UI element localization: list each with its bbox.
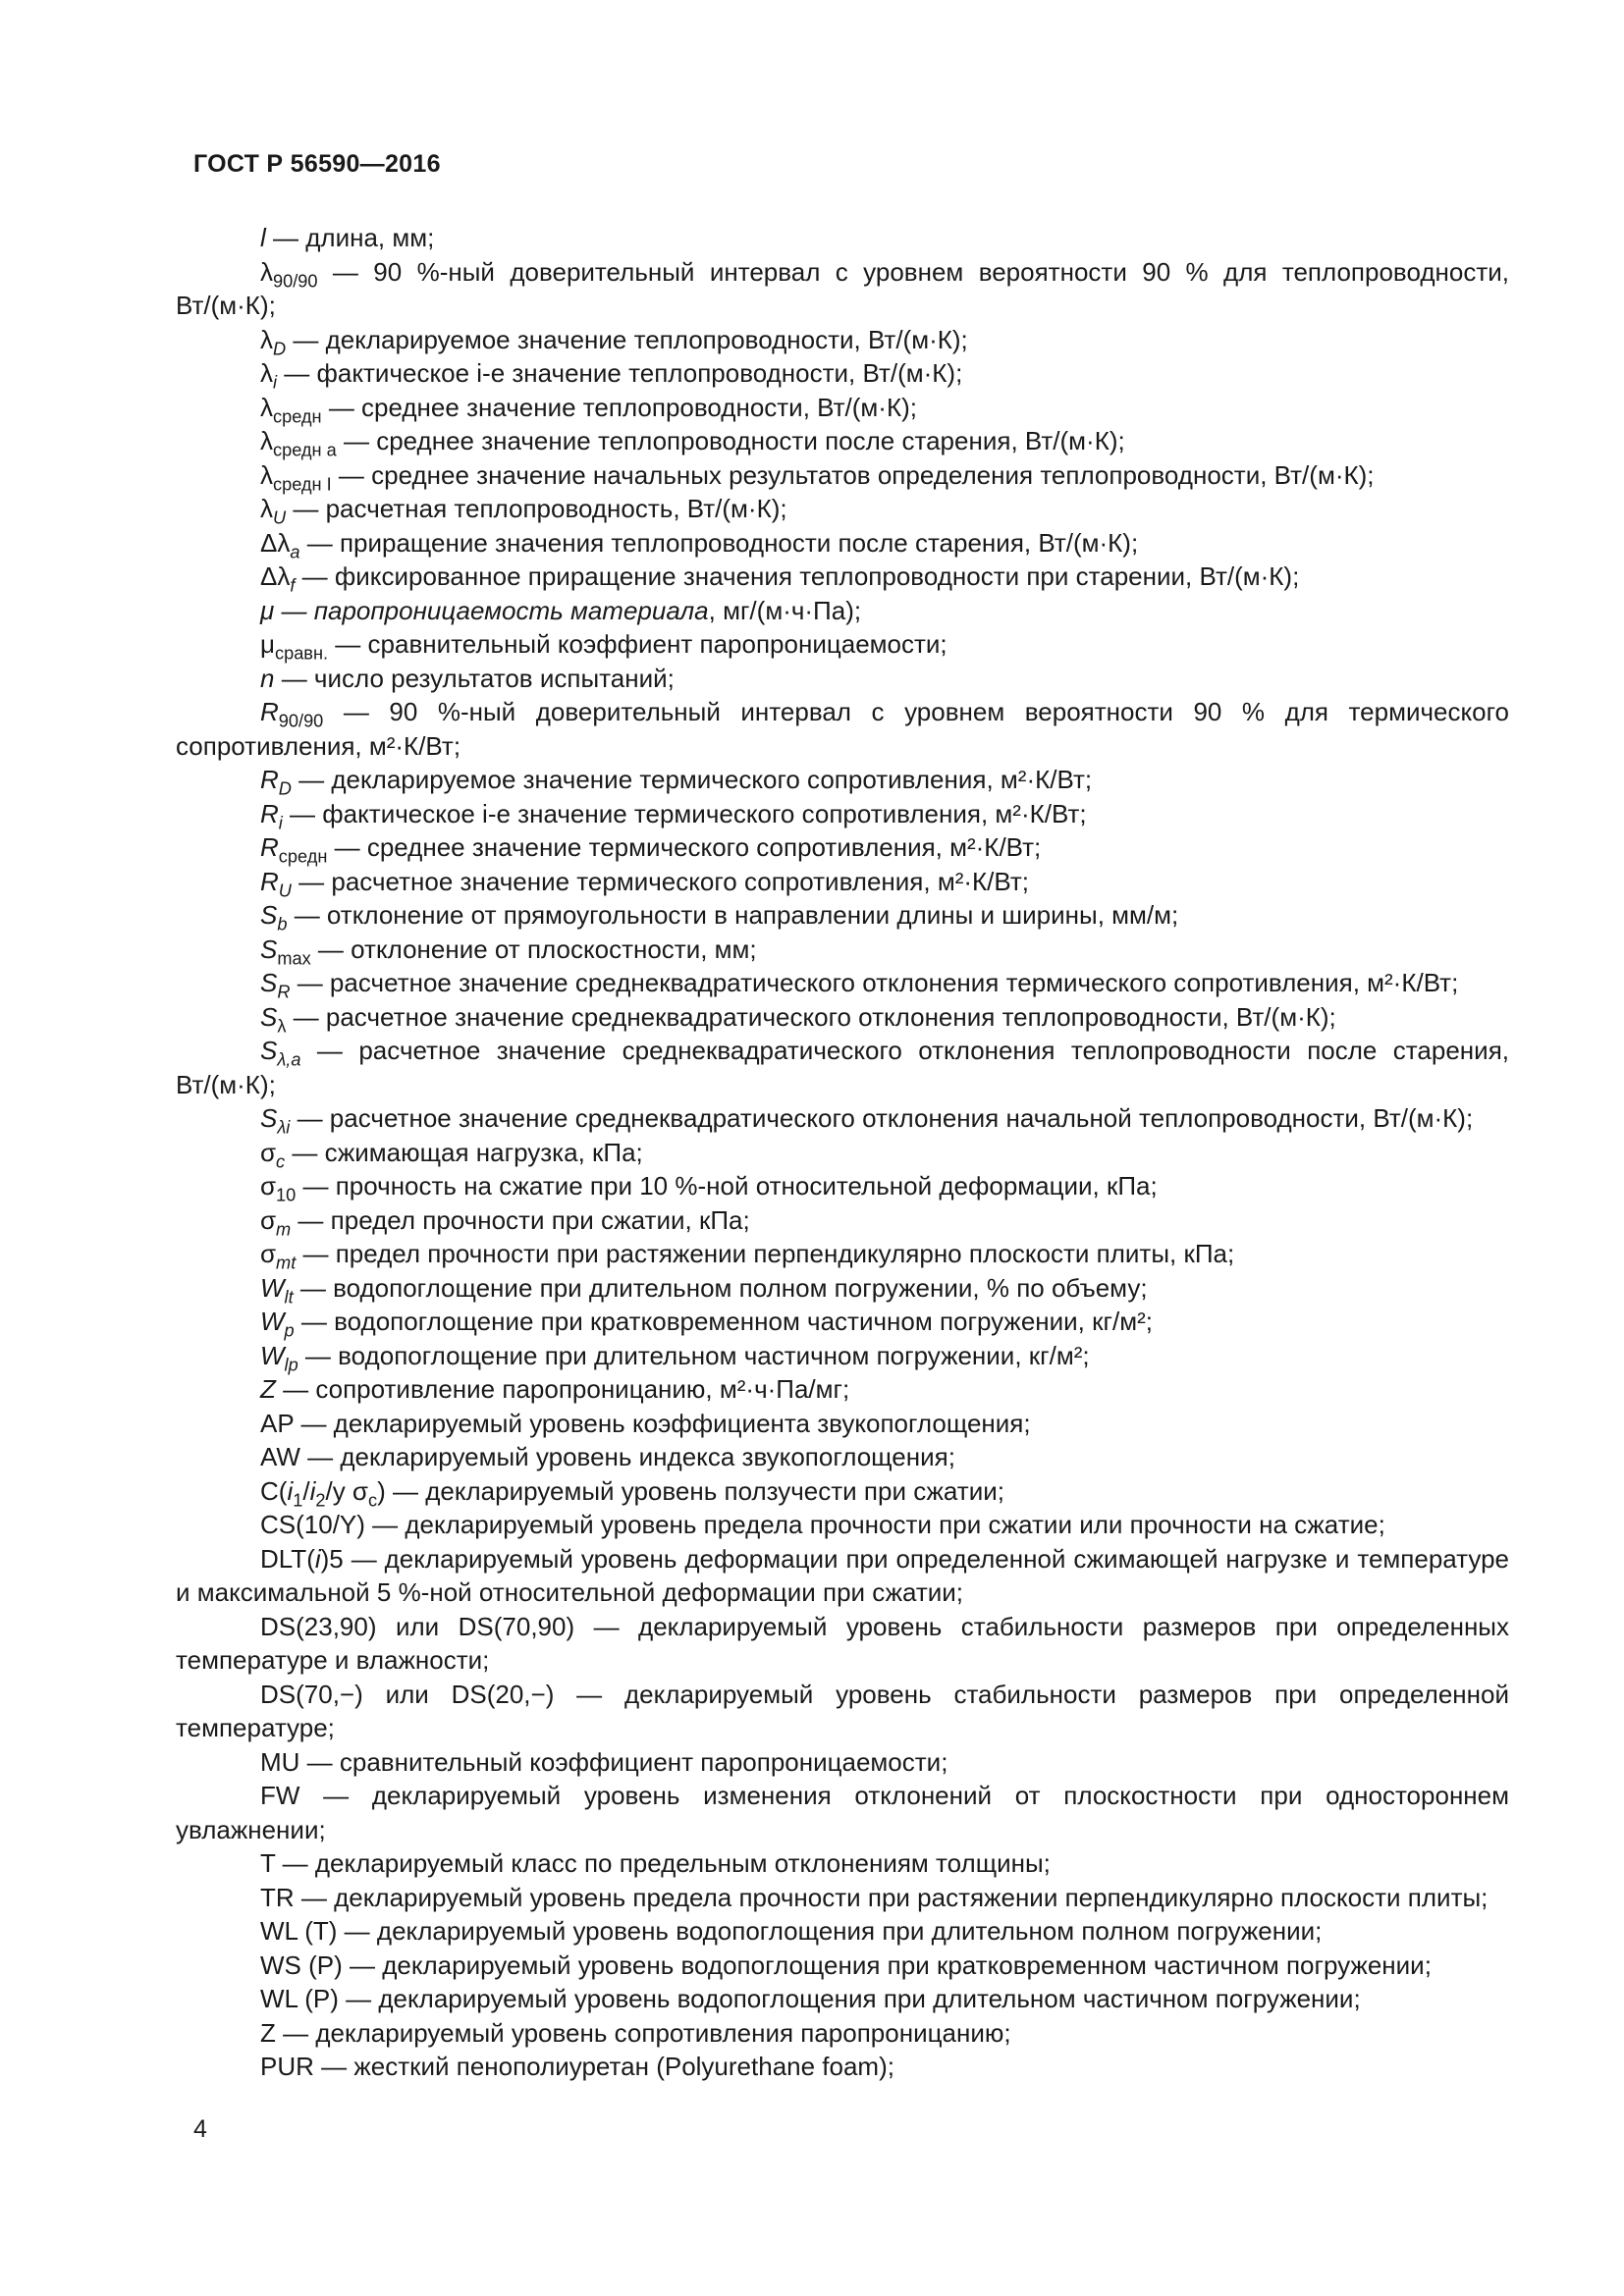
symbol-part: max: [277, 947, 311, 968]
definition-symbol: [260, 1340, 298, 1374]
definition-entry: [176, 594, 1509, 628]
definition-entry: [176, 1745, 1509, 1780]
definition-entry: [176, 1407, 1509, 1441]
page-number: 4: [193, 2115, 207, 2143]
symbol-part: σ: [260, 1204, 277, 1235]
definition-symbol: [260, 1544, 344, 1574]
symbol-part: 10: [276, 1185, 297, 1205]
definition-entry: [176, 1237, 1509, 1271]
definition-entry: [176, 391, 1509, 425]
definition-entry: [176, 1846, 1509, 1881]
definition-symbol: [260, 1204, 292, 1239]
definition-symbol: [260, 256, 318, 291]
symbol-part: средн: [278, 846, 328, 867]
definition-entry: [176, 1474, 1509, 1509]
symbol-part: λ: [260, 256, 273, 287]
definition-text: — фиксированное приращение значения теплопроводности при старении, Вт/(м·К);: [295, 561, 1300, 591]
definition-entry: [176, 898, 1509, 933]
symbol-part: f: [290, 575, 296, 596]
document-header: ГОСТ Р 56590—2016: [193, 150, 441, 178]
symbol-part: R: [260, 866, 279, 896]
definition-text: — 90 %-ный доверительный интервал с уровнем вероятности 90 % для термического сопротивления, м²·К/Вт;: [176, 697, 1509, 761]
symbol-part: средн I: [273, 473, 332, 494]
definition-text: — расчетное значение среднеквадратического отклонения теплопроводности после старения, Вт/(м·К);: [176, 1036, 1509, 1099]
definition-entry: [176, 1779, 1509, 1846]
definition-symbol: [260, 494, 287, 528]
definition-entry: [176, 1982, 1509, 2016]
definition-text: — сопротивление паропроницанию, м²·ч·Па/мг;: [275, 1374, 850, 1404]
definition-entry: [176, 1508, 1509, 1542]
definition-entry: [176, 1610, 1509, 1678]
symbol-part: сравн.: [274, 643, 329, 664]
definition-entry: [176, 830, 1509, 865]
definition-text: — фактическое i-е значение термического сопротивления, м²·К/Вт;: [282, 798, 1087, 828]
symbol-part: Δλ: [260, 561, 291, 591]
symbol-part: 2: [315, 1489, 326, 1510]
definition-symbol: [260, 1137, 286, 1171]
definition-text: WS (P) — декларируемый уровень водопоглощения при кратковременном частичном погружении;: [260, 1949, 1432, 1980]
definition-text: FW — декларируемый уровень изменения отклонений от плоскостности при одностороннем увлажнении;: [176, 1781, 1509, 1844]
definition-text: — расчетное значение термического сопротивления, м²·К/Вт;: [291, 866, 1029, 896]
symbol-part: λ: [260, 358, 273, 388]
definition-entry: [176, 1169, 1509, 1203]
symbol-part: U: [278, 880, 292, 900]
symbol-part: 90/90: [273, 270, 318, 291]
definition-text: — прочность на сжатие при 10 %-ной относительной деформации, кПа;: [296, 1171, 1158, 1201]
definition-symbol: [260, 1036, 301, 1070]
symbol-part: μ — паропроницаемость материала: [260, 595, 709, 625]
symbol-part: λi: [277, 1117, 291, 1138]
definition-entry: [176, 1949, 1509, 1983]
symbol-part: λ,a: [277, 1049, 301, 1070]
definition-text: — среднее значение термического сопротивления, м²·К/Вт;: [327, 832, 1042, 862]
symbol-part: 90/90: [278, 711, 324, 731]
definition-symbol: [260, 1374, 276, 1404]
definitions-list: [176, 221, 1509, 2084]
definition-text: PUR — жесткий пенополиуретан (Polyurethane foam);: [260, 2052, 894, 2081]
definition-entry: [176, 627, 1509, 662]
definition-text: DS(23,90) или DS(70,90) — декларируемый уровень стабильности размеров при определенных температуре и влажности;: [176, 1611, 1509, 1675]
definition-symbol: [260, 1239, 297, 1273]
symbol-part: i: [309, 1475, 316, 1506]
definition-text: — предел прочности при сжатии, кПа;: [291, 1204, 750, 1235]
definition-symbol: [260, 866, 292, 900]
definition-symbol: [260, 1103, 291, 1138]
symbol-part: i: [278, 812, 283, 832]
definition-text: — среднее значение теплопроводности после старения, Вт/(м·К);: [336, 426, 1125, 455]
definition-symbol: [260, 459, 332, 494]
symbol-part: W: [260, 1307, 285, 1336]
definition-text: — декларируемое значение термического сопротивления, м²·К/Вт;: [291, 765, 1093, 794]
symbol-part: Z: [260, 1374, 276, 1404]
definition-entry: [176, 695, 1509, 763]
symbol-part: Δλ: [260, 527, 291, 558]
symbol-part: lp: [284, 1354, 298, 1374]
symbol-part: λ: [260, 459, 273, 490]
symbol-part: W: [260, 1272, 285, 1303]
definition-entry: [176, 1034, 1509, 1101]
definition-text: — сравнительный коэффиент паропроницаемости;: [328, 629, 947, 659]
definition-text: CS(10/Y) — декларируемый уровень предела прочности при сжатии или прочности на сжатие;: [260, 1510, 1385, 1539]
symbol-part: DLT(: [260, 1543, 315, 1574]
symbol-part: λ: [260, 494, 273, 523]
definition-symbol: [260, 324, 287, 358]
definition-text: — декларируемый уровень ползучести при сжатии;: [385, 1475, 1004, 1506]
symbol-part: μ: [260, 629, 275, 659]
definition-text: TR — декларируемый уровень предела прочности при растяжении перпендикулярно плоскости плиты;: [260, 1882, 1489, 1912]
definition-symbol: [260, 968, 291, 1002]
definition-symbol: [260, 900, 288, 934]
definition-entry: [176, 933, 1509, 967]
symbol-part: средн: [273, 405, 322, 426]
definition-entry: [176, 221, 1509, 255]
definition-entry: [176, 255, 1509, 323]
definition-entry: [176, 2016, 1509, 2051]
definition-symbol: [260, 392, 322, 426]
definition-entry: [176, 560, 1509, 594]
symbol-part: ): [377, 1475, 386, 1506]
symbol-part: σ: [260, 1137, 277, 1167]
definition-entry: [176, 763, 1509, 797]
definition-text: — расчетное значение среднеквадратического отклонения теплопроводности, Вт/(м·К);: [286, 1001, 1336, 1032]
symbol-part: /: [302, 1475, 310, 1506]
definition-text: — 90 %-ный доверительный интервал с уровнем вероятности 90 % для теплопроводности, Вт/(м·К);: [176, 256, 1509, 320]
definition-entry: [176, 1881, 1509, 1915]
definition-text: — водопоглощение при длительном частичном погружении, кг/м²;: [298, 1340, 1090, 1370]
symbol-part: λ: [260, 426, 273, 455]
definition-entry: [176, 1542, 1509, 1610]
symbol-part: R: [260, 697, 279, 726]
symbol-part: R: [260, 765, 279, 794]
symbol-part: n: [260, 663, 275, 693]
definition-symbol: [260, 629, 329, 664]
definition-symbol: [260, 527, 300, 561]
definition-text: — число результатов испытаний;: [274, 663, 675, 693]
definition-text: WL (T) — декларируемый уровень водопоглощения при длительном полном погружении;: [260, 1916, 1323, 1946]
definition-symbol: [260, 1307, 295, 1341]
symbol-part: W: [260, 1340, 285, 1370]
definition-text: — водопоглощение при длительном полном погружении, % по объему;: [293, 1272, 1148, 1303]
definition-entry: [176, 424, 1509, 458]
definition-text: — предел прочности при растяжении перпендикулярно плоскости плиты, кПа;: [296, 1239, 1235, 1268]
definition-symbol: [260, 832, 328, 867]
definition-symbol: [260, 1272, 294, 1307]
symbol-part: S: [260, 968, 278, 997]
definition-text: AW — декларируемый уровень индекса звукопоглощения;: [260, 1442, 955, 1471]
definition-text: AP — декларируемый уровень коэффициента звукопоглощения;: [260, 1408, 1031, 1438]
definition-text: — сжимающая нагрузка, кПа;: [285, 1137, 643, 1167]
definition-symbol: [260, 664, 274, 693]
symbol-part: σ: [260, 1239, 277, 1268]
definition-entry: [176, 458, 1509, 493]
definition-text: WL (P) — декларируемый уровень водопоглощения при длительном частичном погружении;: [260, 1984, 1361, 2013]
symbol-part: b: [277, 914, 288, 934]
symbol-part: S: [260, 934, 278, 964]
definition-entry: [176, 1440, 1509, 1474]
symbol-part: D: [278, 778, 292, 799]
definition-text: DS(70,−) или DS(20,−) — декларируемый уровень стабильности размеров при определенной температуре;: [176, 1679, 1509, 1742]
symbol-part: C(: [260, 1475, 288, 1506]
symbol-part: /y σ: [325, 1475, 368, 1506]
definition-symbol: [260, 1171, 297, 1205]
symbol-part: mt: [276, 1253, 297, 1273]
definition-entry: [176, 323, 1509, 357]
definition-entry: [176, 1271, 1509, 1306]
symbol-part: λ: [260, 392, 273, 422]
symbol-part: m: [276, 1218, 292, 1239]
definition-text: , мг/(м·ч·Па);: [708, 595, 862, 625]
definition-symbol: [260, 934, 311, 968]
definition-entry: [176, 526, 1509, 561]
definition-text: — фактическое i-е значение теплопроводности, Вт/(м·К);: [277, 358, 963, 388]
definition-symbol: [260, 596, 709, 625]
definition-text: Z — декларируемый уровень сопротивления паропроницанию;: [260, 2017, 1011, 2048]
definition-text: — декларируемое значение теплопроводности, Вт/(м·К);: [286, 324, 968, 354]
definition-entry: [176, 865, 1509, 899]
symbol-part: R: [277, 982, 291, 1002]
symbol-part: σ: [260, 1171, 277, 1201]
symbol-part: l: [260, 223, 266, 252]
definition-entry: [176, 1000, 1509, 1035]
symbol-part: U: [273, 507, 287, 528]
definition-entry: [176, 1136, 1509, 1170]
definition-text: — отклонение от прямоугольности в направлении длины и ширины, мм/м;: [287, 900, 1179, 930]
definition-entry: [176, 492, 1509, 526]
symbol-part: c: [367, 1489, 378, 1510]
definition-entry: [176, 1372, 1509, 1407]
definition-text: — отклонение от плоскостности, мм;: [310, 934, 757, 964]
definition-symbol: [260, 765, 292, 799]
symbol-part: a: [290, 541, 300, 561]
definition-text: — среднее значение начальных результатов определения теплопроводности, Вт/(м·К);: [331, 459, 1375, 490]
symbol-part: 1: [293, 1489, 303, 1510]
symbol-part: S: [260, 1001, 278, 1032]
definition-entry: [176, 662, 1509, 696]
definition-symbol: [260, 1475, 386, 1510]
definition-text: T — декларируемый класс по предельным отклонениям толщины;: [260, 1848, 1051, 1878]
symbol-part: i: [287, 1475, 294, 1506]
symbol-part: средн a: [273, 440, 337, 460]
definition-entry: [176, 1305, 1509, 1339]
definition-text: — водопоглощение при кратковременном частичном погружении, кг/м²;: [294, 1307, 1153, 1336]
definition-symbol: [260, 1001, 287, 1036]
symbol-part: S: [260, 900, 278, 930]
definition-symbol: [260, 798, 283, 832]
symbol-part: λ: [260, 324, 273, 354]
symbol-part: )5: [320, 1543, 344, 1574]
symbol-part: λ: [277, 1015, 287, 1036]
definition-text: — приращение значения теплопроводности после старения, Вт/(м·К);: [299, 527, 1139, 558]
definition-entry: [176, 2050, 1509, 2084]
symbol-part: R: [260, 832, 279, 862]
definition-entry: [176, 356, 1509, 391]
symbol-part: p: [284, 1320, 295, 1341]
definition-symbol: [260, 426, 337, 460]
definition-symbol: [260, 697, 324, 731]
symbol-part: D: [273, 338, 287, 358]
definition-entry: [176, 1339, 1509, 1373]
symbol-part: R: [260, 798, 279, 828]
definition-text: — расчетная теплопроводность, Вт/(м·К);: [286, 494, 787, 523]
definition-entry: [176, 966, 1509, 1000]
definition-entry: [176, 1914, 1509, 1949]
definition-entry: [176, 797, 1509, 831]
definition-entry: [176, 1101, 1509, 1136]
definition-symbol: [260, 358, 278, 393]
definition-text: — расчетное значение среднеквадратического отклонения термического сопротивления, м²·К/Вт;: [290, 968, 1459, 997]
symbol-part: lt: [284, 1286, 294, 1307]
definition-text: MU — сравнительный коэффициент паропроницаемости;: [260, 1746, 948, 1777]
definition-text: — длина, мм;: [265, 223, 435, 252]
symbol-part: i: [314, 1543, 321, 1574]
symbol-part: c: [276, 1150, 286, 1171]
definition-text: — декларируемый уровень деформации при определенной сжимающей нагрузке и температуре и максимальной 5 %-ной относительной деформации при сжатии;: [176, 1543, 1509, 1607]
symbol-part: i: [273, 372, 278, 393]
definition-text: — среднее значение теплопроводности, Вт/(м·К);: [321, 392, 917, 422]
definition-entry: [176, 1678, 1509, 1745]
definition-entry: [176, 1203, 1509, 1238]
symbol-part: S: [260, 1103, 278, 1133]
definition-symbol: [260, 561, 296, 596]
symbol-part: S: [260, 1036, 278, 1065]
definition-text: — расчетное значение среднеквадратического отклонения начальной теплопроводности, Вт/(м·К);: [290, 1103, 1474, 1133]
